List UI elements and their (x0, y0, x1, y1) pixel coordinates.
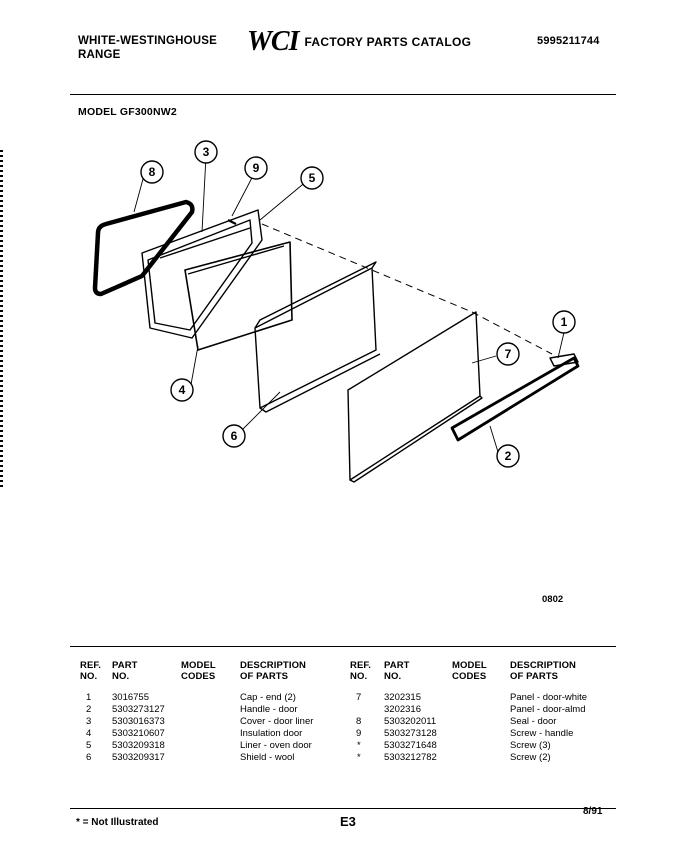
part-screw (228, 220, 236, 224)
callout-3 (195, 141, 217, 163)
brand-line-2: RANGE (78, 49, 121, 61)
svg-text:6: 6 (230, 429, 238, 443)
not-illustrated-note: * = Not Illustrated (76, 817, 159, 828)
catalog-date: 8/91 (583, 806, 603, 817)
svg-text:7: 7 (504, 347, 512, 361)
callout-6 (223, 425, 245, 447)
scan-edge-artifact (0, 150, 3, 490)
callout-7 (497, 343, 519, 365)
svg-text:2: 2 (504, 449, 512, 463)
svg-text:5: 5 (308, 171, 316, 185)
callout-4 (171, 379, 193, 401)
callout-9 (245, 157, 267, 179)
callout-5 (301, 167, 323, 189)
catalog-title: FACTORY PARTS CATALOG (304, 35, 472, 49)
footer-rule (70, 808, 616, 809)
part-insulation (185, 242, 292, 350)
header-description: DESCRIPTION OF PARTS (240, 660, 307, 682)
catalog-number: 5995211744 (537, 35, 600, 47)
callout-8 (141, 161, 163, 183)
svg-text:1: 1 (560, 315, 568, 329)
header-part-no: PART NO. (112, 660, 138, 682)
svg-text:3: 3 (202, 145, 210, 159)
header-ref-no: REF. NO. (80, 660, 101, 682)
header-ref-no-2: REF. NO. (350, 660, 371, 682)
catalog-heading (247, 26, 472, 57)
svg-text:4: 4 (178, 383, 186, 397)
diagram-code: 0802 (542, 594, 564, 605)
header-model-codes-2: MODEL CODES (452, 660, 487, 682)
part-door-panel (348, 312, 480, 480)
header-description-2: DESCRIPTION OF PARTS (510, 660, 577, 682)
svg-text:9: 9 (252, 161, 260, 175)
svg-text:8: 8 (148, 165, 156, 179)
part-handle (452, 358, 578, 440)
callout-2 (497, 445, 519, 467)
exploded-parts-diagram (80, 128, 600, 508)
wci-logo: WCI (247, 26, 299, 57)
callout-1 (553, 311, 575, 333)
brand-line-1: WHITE-WESTINGHOUSE (78, 35, 218, 47)
model-label: MODEL GF300NW2 (78, 106, 177, 118)
header-model-codes: MODEL CODES (181, 660, 216, 682)
table-rule (70, 646, 616, 647)
brand-block (78, 34, 217, 62)
page-id: E3 (340, 814, 356, 829)
parts-table: REF. NO. PART NO. MODEL CODES DESCRIPTION OF PARTS REF. NO. PART NO. MODEL CODES DESCRIPTION OF PARTS 1 3016755 Cap - end (2) 2 5303273127 Handle - door 3 5303016373 Cover - door liner 4 5303210607 Insulation door 5 5303209318 Liner - oven door 6 5303209317 Shield - wool 7 3202315 Panel - door-white 3202316 Panel - door-almd 8 5303202011 Seal - door 9 5303273128 Screw - handle * 5303271648 Screw (3) * 5303212782 Screw (2) (0, 0, 680, 866)
header-part-no-2: PART NO. (384, 660, 410, 682)
header-rule (70, 94, 616, 95)
